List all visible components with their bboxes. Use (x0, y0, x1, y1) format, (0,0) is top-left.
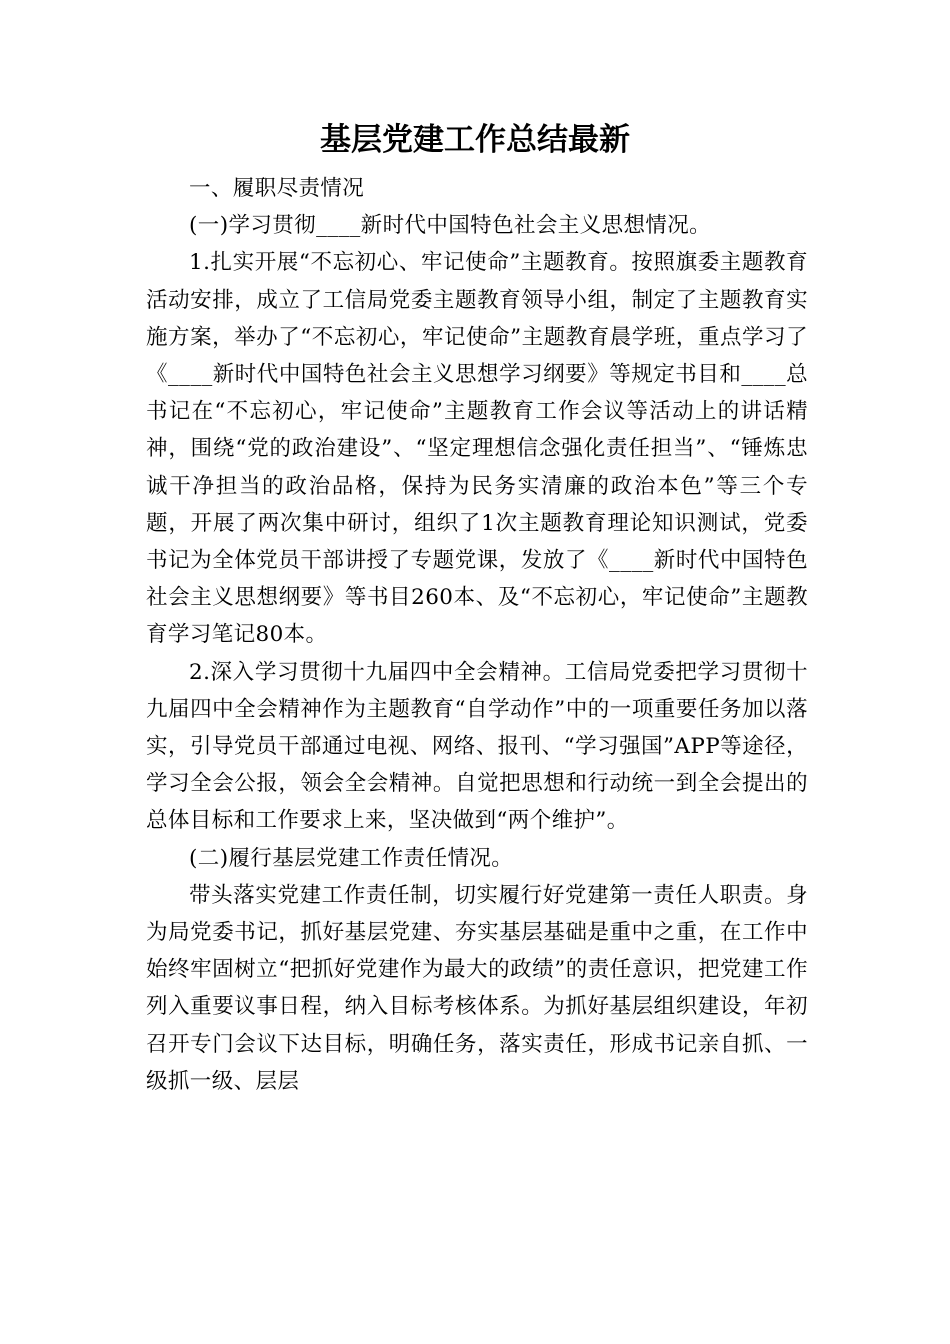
body-paragraph: 2.深入学习贯彻十九届四中全会精神。工信局党委把学习贯彻十九届四中全会精神作为主题教育“自学动作”中的一项重要任务加以落实，引导党员干部通过电视、网络、报刊、“学习强国”APP等途径，学习全会公报，领会全会精神。自觉把思想和行动统一到全会提出的总体目标和工作要求上来，坚决做到“两个维护”。 (146, 659, 808, 834)
document-body (146, 170, 808, 1100)
body-paragraph: 带头落实党建工作责任制，切实履行好党建第一责任人职责。身为局党委书记，抓好基层党建、夯实基层基础是重中之重，在工作中始终牢固树立“把抓好党建作为最大的政绩”的责任意识，把党建工作列入重要议事日程，纳入目标考核体系。为抓好基层组织建设，年初召开专门会议下达目标，明确任务，落实责任，形成书记亲自抓、一级抓一级、层层 (146, 882, 808, 1094)
subsection-heading: (一)学习贯彻____新时代中国特色社会主义思想情况。 (189, 213, 712, 239)
section-heading: 一、履职尽责情况 (189, 176, 365, 201)
body-paragraph: 1.扎实开展“不忘初心、牢记使命”主题教育。按照旗委主题教育活动安排，成立了工信局党委主题教育领导小组，制定了主题教育实施方案，举办了“不忘初心，牢记使命”主题教育晨学班，重点学习了《____新时代中国特色社会主义思想学习纲要》等规定书目和____总书记在“不忘初心，牢记使命”主题教育工作会议等活动上的讲话精神，围绕“党的政治建设”、“坚定理想信念强化责任担当”、“锤炼忠诚干净担当的政治品格，保持为民务实清廉的政治本色”等三个专题，开展了两次集中研讨，组织了1次主题教育理论知识测试，党委书记为全体党员干部讲授了专题党课，发放了《____新时代中国特色社会主义思想纲要》等书目260本、及“不忘初心，牢记使命”主题教育学习笔记80本。 (146, 250, 808, 648)
document-title: 基层党建工作总结最新 (320, 122, 630, 158)
subsection-heading: (二)履行基层党建工作责任情况。 (189, 845, 514, 871)
